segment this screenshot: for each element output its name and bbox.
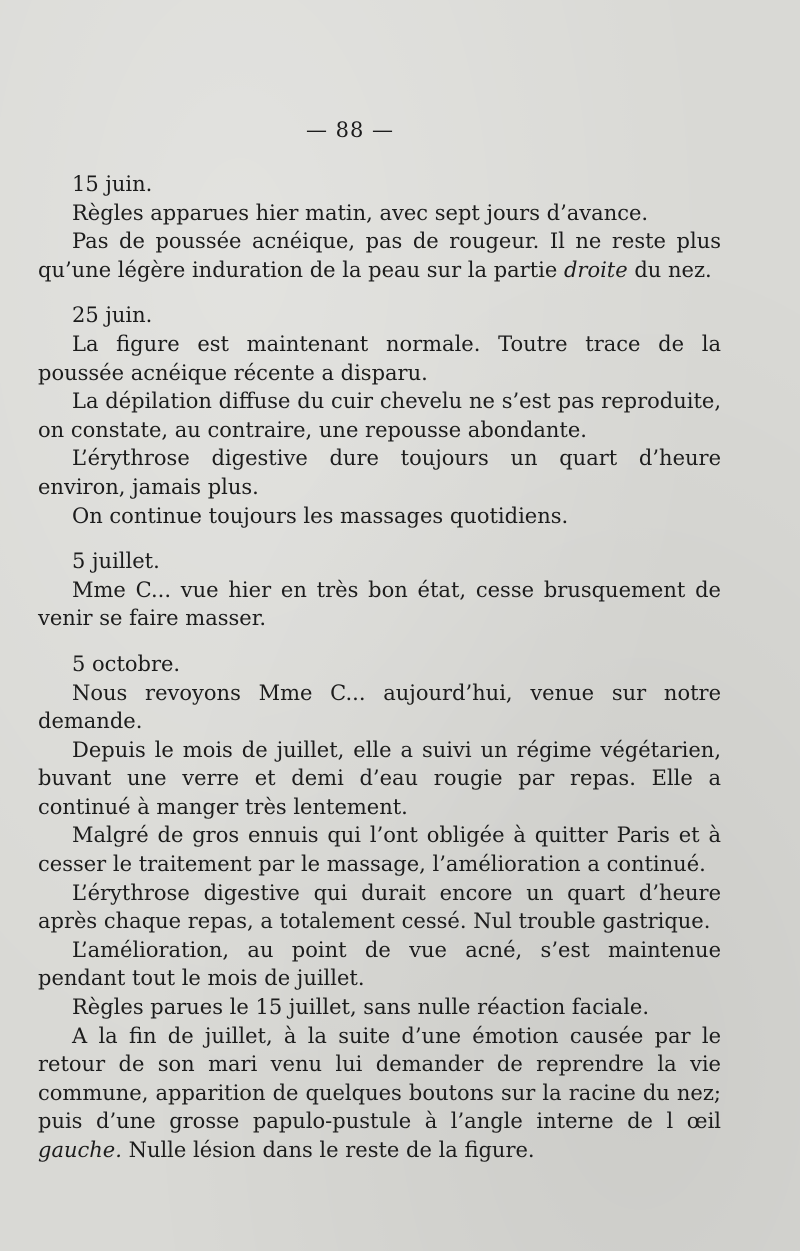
paragraph: On continue toujours les massages quotidiens. xyxy=(72,503,569,528)
paragraph: Malgré de gros ennuis qui l’ont obligée à quitter Paris et à cesser le traitement par le massage, l’amélioration a continué. xyxy=(38,823,721,877)
paragraph: L’érythrose digestive qui durait encore un quart d’heure après chaque repas, a totalement cessé. Nul trouble gastrique. xyxy=(38,880,721,934)
entry-date: 15 juin. xyxy=(72,172,153,196)
entry-5-juillet xyxy=(38,547,721,633)
paragraph xyxy=(38,1022,721,1165)
text-run: Pas de poussée acnéique, pas de rougeur. Il ne reste plus qu’une légère induration de la peau sur la partie xyxy=(38,229,721,282)
text-run: Nulle lésion dans le reste de la figure. xyxy=(121,1138,535,1162)
text-run: A la fin de juillet, à la suite d’une émotion causée par le retour de son mari venu lui demander de reprendre la vie commune, apparition de quelques boutons sur la racine du nez; puis d’une grosse papulo-pustule à l’angle interne de l œil xyxy=(38,1023,721,1134)
paragraph: La dépilation diffuse du cuir chevelu ne s’est pas reproduite, on constate, au contraire, une repousse abondante. xyxy=(38,389,721,442)
paragraph: Règles parues le 15 juillet, sans nulle réaction faciale. xyxy=(72,995,650,1020)
paragraph: Depuis le mois de juillet, elle a suivi un régime végétarien, buvant une verre et demi d’eau rougie par repas. Elle a continué à manger très lentement. xyxy=(38,737,721,819)
entry-5-octobre xyxy=(38,650,721,1165)
entry-date: 5 octobre. xyxy=(72,651,181,676)
paragraph xyxy=(38,227,721,284)
italic-text: gauche. xyxy=(38,1138,122,1162)
paragraph: Mme C... vue hier en très bon état, cesse brusquement de venir se faire masser. xyxy=(38,577,721,631)
paragraph: Règles apparues hier matin, avec sept jours d’avance. xyxy=(72,200,649,225)
body-text xyxy=(38,170,721,1182)
text-run: du nez. xyxy=(627,257,712,282)
italic-text: droite xyxy=(563,257,628,282)
entry-25-juin xyxy=(38,301,721,530)
entry-date: 5 juillet. xyxy=(72,549,160,574)
paragraph: L’amélioration, au point de vue acné, s’est maintenue pendant tout le mois de juillet. xyxy=(38,937,721,991)
entry-date: 25 juin. xyxy=(72,303,153,328)
entry-15-juin xyxy=(38,170,721,284)
paragraph: La figure est maintenant normale. Toutre trace de la poussée acnéique récente a disparu. xyxy=(38,331,721,385)
paragraph: L’érythrose digestive dure toujours un quart d’heure environ, jamais plus. xyxy=(38,446,721,499)
paragraph: Nous revoyons Mme C... aujourd’hui, venue sur notre demande. xyxy=(38,680,721,734)
page-number: — 88 — xyxy=(305,118,395,142)
